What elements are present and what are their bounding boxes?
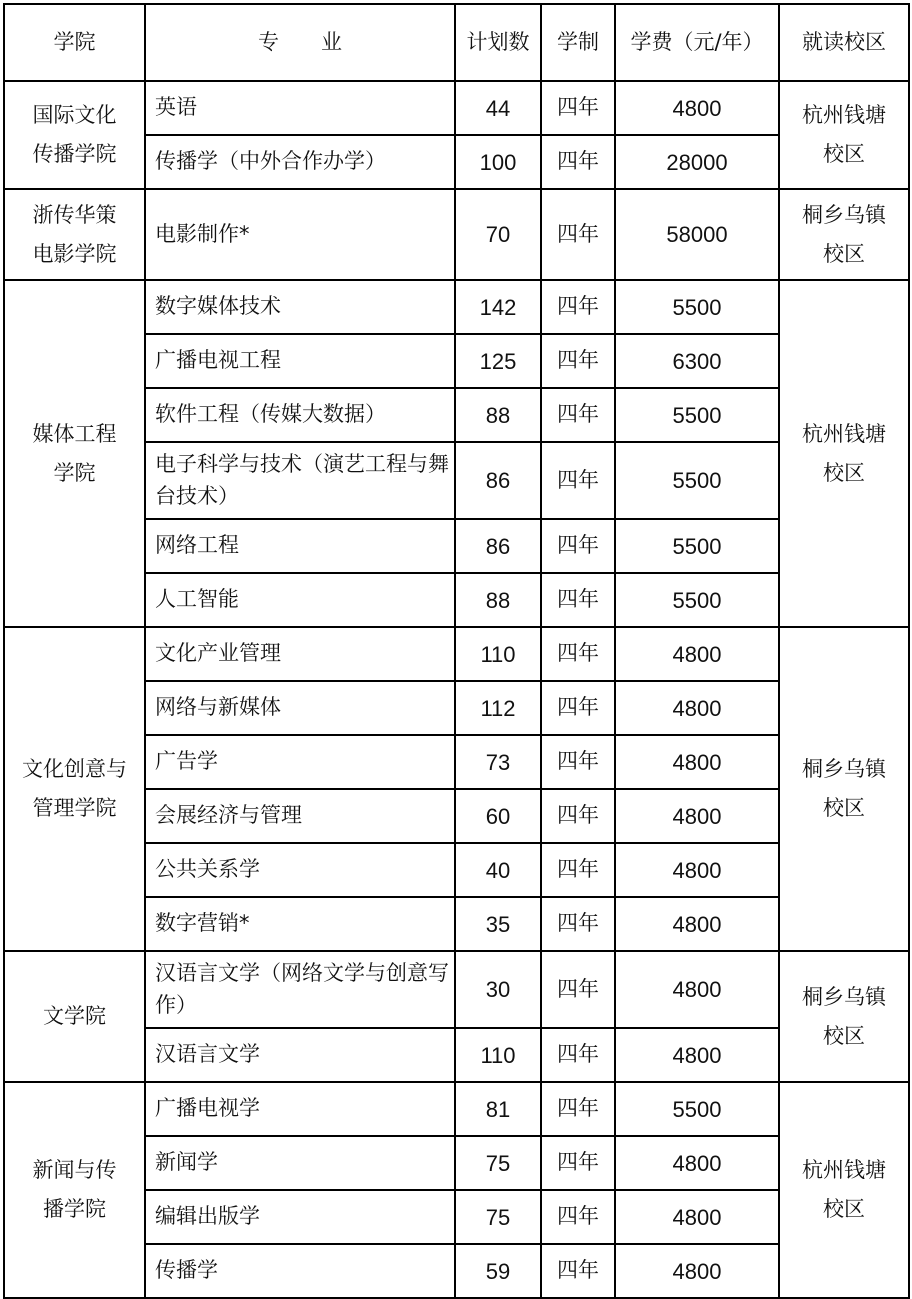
tuition-cell: 5500 — [615, 388, 779, 442]
plan-count-cell: 112 — [455, 681, 541, 735]
plan-count-cell: 81 — [455, 1082, 541, 1136]
major-cell: 数字营销* — [145, 897, 455, 951]
duration-cell: 四年 — [541, 1190, 615, 1244]
duration-cell: 四年 — [541, 1082, 615, 1136]
major-cell: 汉语言文学（网络文学与创意写作） — [145, 951, 455, 1028]
header-duration: 学制 — [541, 4, 615, 81]
major-cell: 网络工程 — [145, 519, 455, 573]
campus-cell — [779, 1082, 909, 1298]
duration-cell: 四年 — [541, 519, 615, 573]
major-cell: 传播学 — [145, 1244, 455, 1298]
campus-name-line: 桐乡乌镇 — [802, 984, 886, 1009]
duration-cell: 四年 — [541, 135, 615, 189]
campus-name-line: 杭州钱塘 — [802, 103, 886, 128]
college-name-line: 浙传华策 — [32, 202, 117, 227]
college-cell — [4, 280, 145, 627]
major-cell: 新闻学 — [145, 1136, 455, 1190]
duration-cell: 四年 — [541, 627, 615, 681]
college-name-line: 播学院 — [43, 1197, 106, 1221]
major-cell: 广播电视工程 — [145, 334, 455, 388]
college-cell — [4, 951, 145, 1082]
table-row — [4, 189, 909, 280]
plan-count-cell: 86 — [455, 519, 541, 573]
tuition-cell: 4800 — [615, 81, 779, 135]
college-cell — [4, 189, 145, 280]
campus-cell — [779, 280, 909, 627]
campus-cell — [779, 951, 909, 1082]
campus-name-line: 校区 — [823, 1197, 865, 1221]
tuition-cell: 5500 — [615, 442, 779, 519]
tuition-cell: 5500 — [615, 280, 779, 334]
tuition-cell: 5500 — [615, 519, 779, 573]
header-campus: 就读校区 — [779, 4, 909, 81]
major-cell: 文化产业管理 — [145, 627, 455, 681]
tuition-cell: 4800 — [615, 735, 779, 789]
major-cell: 传播学（中外合作办学） — [145, 135, 455, 189]
header-plan: 计划数 — [455, 4, 541, 81]
campus-cell — [779, 81, 909, 189]
major-cell: 编辑出版学 — [145, 1190, 455, 1244]
major-cell: 数字媒体技术 — [145, 280, 455, 334]
major-cell: 广告学 — [145, 735, 455, 789]
duration-cell: 四年 — [541, 843, 615, 897]
major-cell: 公共关系学 — [145, 843, 455, 897]
tuition-cell: 6300 — [615, 334, 779, 388]
college-name-line: 文学院 — [43, 1004, 106, 1029]
tuition-cell: 4800 — [615, 627, 779, 681]
table-row — [4, 1082, 909, 1136]
plan-count-cell: 35 — [455, 897, 541, 951]
tuition-cell: 58000 — [615, 189, 779, 280]
tuition-cell: 28000 — [615, 135, 779, 189]
plan-count-cell: 86 — [455, 442, 541, 519]
duration-cell: 四年 — [541, 334, 615, 388]
duration-cell: 四年 — [541, 81, 615, 135]
duration-cell: 四年 — [541, 897, 615, 951]
tuition-cell: 5500 — [615, 573, 779, 627]
admission-plan-table — [3, 3, 910, 1299]
duration-cell: 四年 — [541, 951, 615, 1028]
plan-count-cell: 110 — [455, 627, 541, 681]
plan-count-cell: 70 — [455, 189, 541, 280]
duration-cell: 四年 — [541, 1028, 615, 1082]
campus-name-line: 校区 — [823, 241, 865, 266]
table-row — [4, 627, 909, 681]
table-row — [4, 280, 909, 334]
duration-cell: 四年 — [541, 573, 615, 627]
tuition-cell: 4800 — [615, 843, 779, 897]
college-name-line: 学院 — [53, 460, 96, 485]
duration-cell: 四年 — [541, 789, 615, 843]
college-cell — [4, 627, 145, 951]
major-cell: 网络与新媒体 — [145, 681, 455, 735]
tuition-cell: 4800 — [615, 1028, 779, 1082]
plan-count-cell: 88 — [455, 388, 541, 442]
plan-count-cell: 73 — [455, 735, 541, 789]
major-cell: 广播电视学 — [145, 1082, 455, 1136]
major-cell: 汉语言文学 — [145, 1028, 455, 1082]
tuition-cell: 4800 — [615, 897, 779, 951]
college-name-line: 文化创意与 — [22, 757, 127, 782]
duration-cell: 四年 — [541, 280, 615, 334]
duration-cell: 四年 — [541, 735, 615, 789]
tuition-cell: 5500 — [615, 1082, 779, 1136]
campus-cell — [779, 627, 909, 951]
plan-count-cell: 142 — [455, 280, 541, 334]
header-college: 学院 — [4, 4, 145, 81]
plan-count-cell: 59 — [455, 1244, 541, 1298]
plan-count-cell: 110 — [455, 1028, 541, 1082]
plan-count-cell: 60 — [455, 789, 541, 843]
college-name-line: 电影学院 — [32, 241, 117, 266]
major-cell: 电子科学与技术（演艺工程与舞台技术） — [145, 442, 455, 519]
campus-name-line: 桐乡乌镇 — [802, 202, 886, 227]
plan-count-cell: 30 — [455, 951, 541, 1028]
duration-cell: 四年 — [541, 189, 615, 280]
plan-count-cell: 40 — [455, 843, 541, 897]
header-row — [4, 4, 909, 81]
campus-name-line: 杭州钱塘 — [802, 421, 886, 446]
duration-cell: 四年 — [541, 1136, 615, 1190]
college-name-line: 传播学院 — [32, 142, 117, 166]
tuition-cell: 4800 — [615, 1190, 779, 1244]
college-name-line: 管理学院 — [32, 796, 117, 820]
duration-cell: 四年 — [541, 388, 615, 442]
table-row — [4, 81, 909, 135]
plan-count-cell: 75 — [455, 1190, 541, 1244]
college-cell — [4, 1082, 145, 1298]
college-name-line: 新闻与传 — [32, 1158, 117, 1183]
plan-count-cell: 75 — [455, 1136, 541, 1190]
plan-count-cell: 125 — [455, 334, 541, 388]
campus-name-line: 校区 — [823, 460, 865, 485]
major-cell: 英语 — [145, 81, 455, 135]
college-name-line: 国际文化 — [32, 103, 117, 128]
major-cell: 软件工程（传媒大数据） — [145, 388, 455, 442]
duration-cell: 四年 — [541, 1244, 615, 1298]
tuition-cell: 4800 — [615, 789, 779, 843]
plan-count-cell: 88 — [455, 573, 541, 627]
tuition-cell: 4800 — [615, 951, 779, 1028]
tuition-cell: 4800 — [615, 1136, 779, 1190]
college-cell — [4, 81, 145, 189]
college-name-line: 媒体工程 — [32, 421, 117, 446]
major-cell: 人工智能 — [145, 573, 455, 627]
header-major: 专 业 — [145, 4, 455, 81]
campus-name-line: 校区 — [823, 1023, 865, 1048]
campus-name-line: 校区 — [823, 796, 865, 820]
duration-cell: 四年 — [541, 681, 615, 735]
table-body — [4, 4, 909, 1298]
major-cell: 会展经济与管理 — [145, 789, 455, 843]
campus-name-line: 校区 — [823, 142, 865, 166]
tuition-cell: 4800 — [615, 681, 779, 735]
campus-cell — [779, 189, 909, 280]
table-row — [4, 951, 909, 1028]
header-tuition: 学费（元/年） — [615, 4, 779, 81]
plan-count-cell: 44 — [455, 81, 541, 135]
plan-count-cell: 100 — [455, 135, 541, 189]
campus-name-line: 桐乡乌镇 — [802, 757, 886, 782]
tuition-cell: 4800 — [615, 1244, 779, 1298]
campus-name-line: 杭州钱塘 — [802, 1158, 886, 1183]
duration-cell: 四年 — [541, 442, 615, 519]
major-cell: 电影制作* — [145, 189, 455, 280]
